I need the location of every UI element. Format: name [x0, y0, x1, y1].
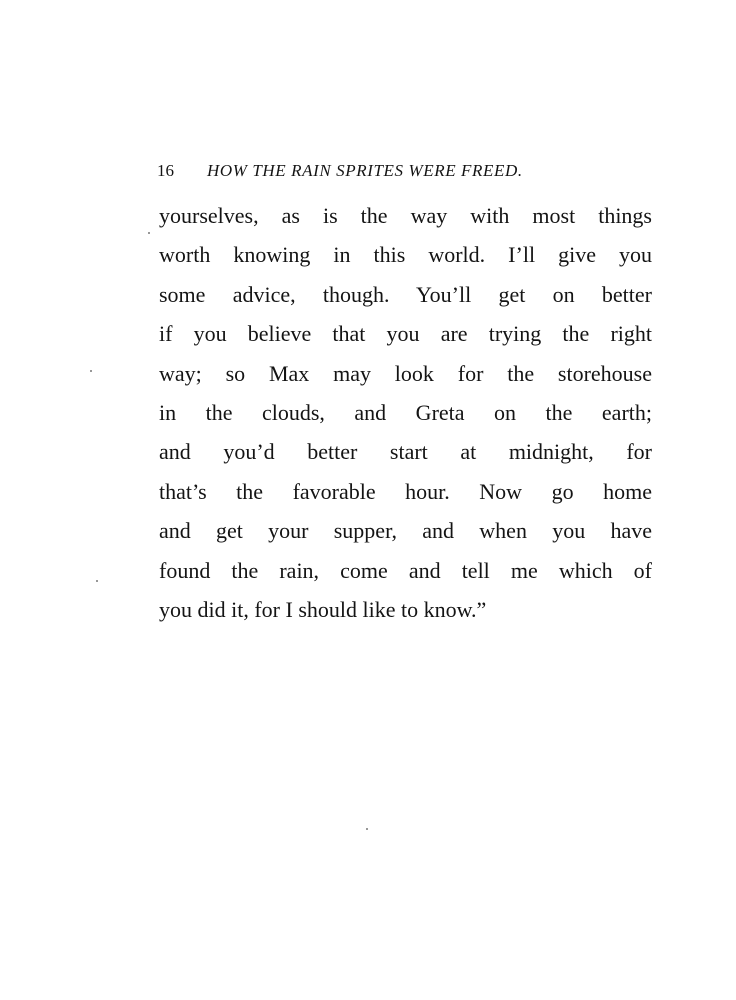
text-line: some advice, though. You’ll get on better [159, 281, 652, 307]
text-line: found the rain, come and tell me which of [159, 557, 652, 583]
text-line: you did it, for I should like to know.” [159, 596, 487, 622]
paper-speck [96, 580, 98, 582]
text-line: in the clouds, and Greta on the earth; [159, 399, 652, 425]
text-line: worth knowing in this world. I’ll give you [159, 242, 652, 268]
page-number: 16 [157, 161, 174, 180]
paper-speck [366, 828, 368, 830]
text-line: and you’d better start at midnight, for [159, 439, 652, 465]
body-text [159, 196, 652, 629]
text-line: yourselves, as is the way with most things [159, 203, 652, 228]
text-line: and get your supper, and when you have [159, 518, 652, 544]
text-line: that’s the favorable hour. Now go home [159, 478, 652, 504]
running-head [157, 157, 617, 185]
paper-speck [148, 232, 150, 234]
text-line: way; so Max may look for the storehouse [159, 360, 652, 386]
running-title: HOW THE RAIN SPRITES WERE FREED. [207, 161, 523, 180]
paper-speck [90, 370, 92, 372]
text-line: if you believe that you are trying the right [159, 321, 652, 347]
